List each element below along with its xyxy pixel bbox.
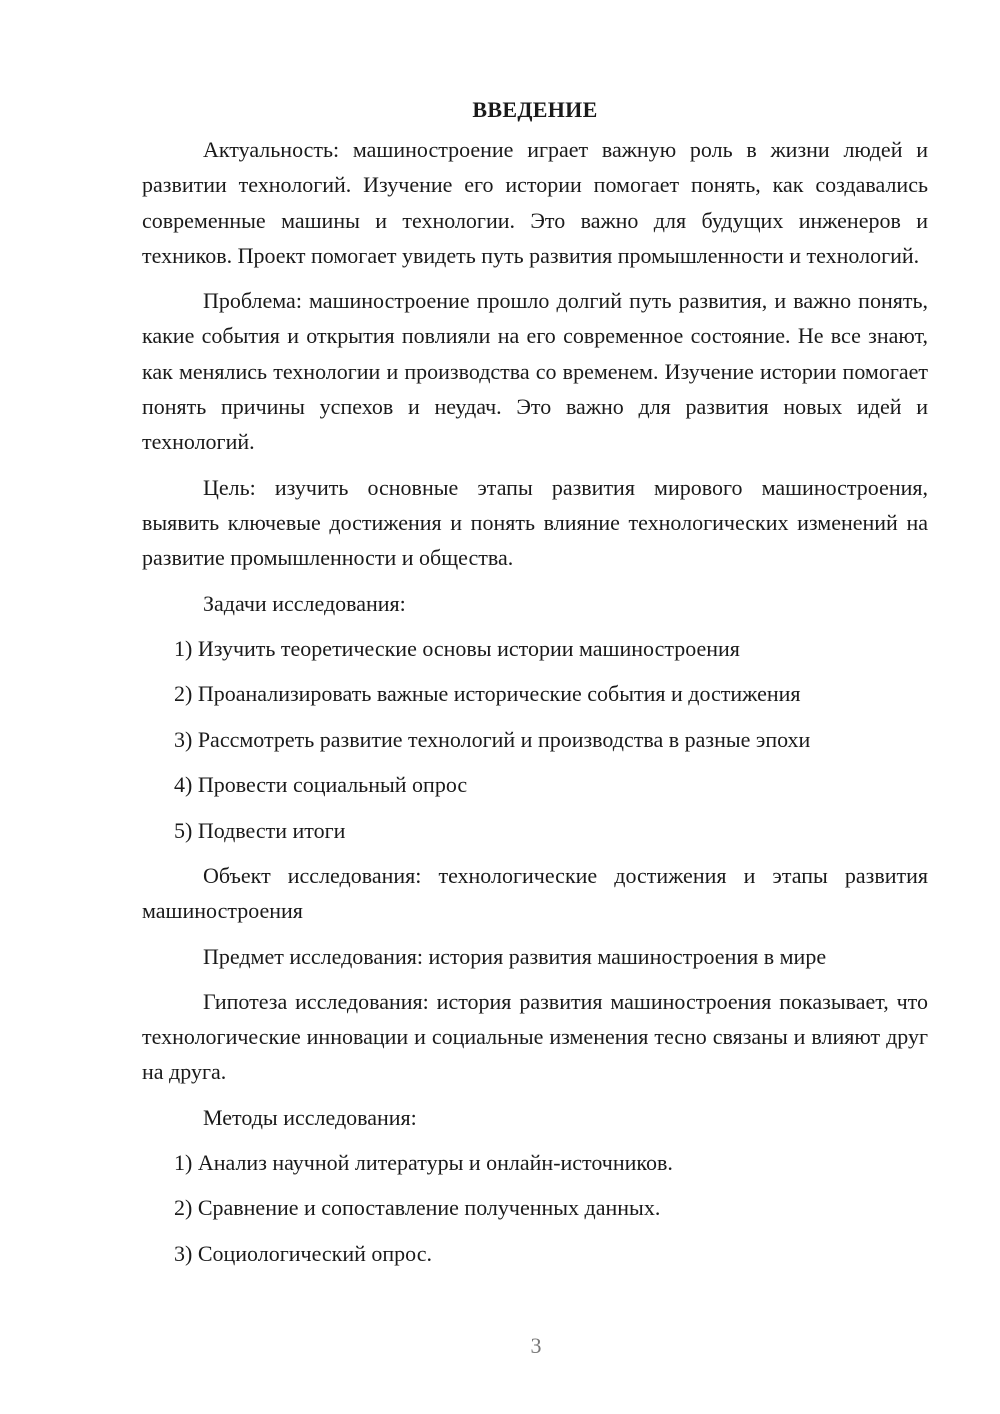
methods-list xyxy=(142,1145,928,1271)
list-item: 5) Подвести итоги xyxy=(174,817,346,843)
list-item: 3) Рассмотреть развитие технологий и производства в разные эпохи xyxy=(174,726,811,752)
list-item: 4) Провести социальный опрос xyxy=(174,772,468,798)
hypothesis-paragraph: Гипотеза исследования: история развития машиностроения показывает, что технологические инновации и социальные изменения тесно связаны и влияют друг на друга. xyxy=(142,988,928,1085)
list-item: 3) Социологический опрос. xyxy=(174,1240,432,1266)
document-page xyxy=(142,92,928,1281)
tasks-list xyxy=(142,631,928,848)
goal-paragraph: Цель: изучить основные этапы развития мирового машиностроения, выявить ключевые достижения и понять влияние технологических изменений на развитие промышленности и общества. xyxy=(142,474,928,571)
tasks-heading: Задачи исследования: xyxy=(203,590,406,616)
object-paragraph: Объект исследования: технологические достижения и этапы развития машиностроения xyxy=(142,863,928,924)
list-item: 2) Сравнение и сопоставление полученных данных. xyxy=(174,1195,661,1221)
relevance-paragraph: Актуальность: машиностроение играет важную роль в жизни людей и развитии технологий. Изучение его истории помогает понять, как создавались современные машины и технологии. Это важно для будущих инженеров и техников. Проект помогает увидеть путь развития промышленности и технологий. xyxy=(142,137,928,268)
section-title: ВВЕДЕНИЕ xyxy=(472,97,598,122)
list-item: 1) Анализ научной литературы и онлайн-источников. xyxy=(174,1149,673,1175)
list-item: 2) Проанализировать важные исторические события и достижения xyxy=(174,681,801,707)
methods-heading: Методы исследования: xyxy=(203,1104,417,1130)
subject-paragraph: Предмет исследования: история развития машиностроения в мире xyxy=(203,943,827,969)
problem-paragraph: Проблема: машиностроение прошло долгий путь развития, и важно понять, какие события и открытия повлияли на его современное состояние. Не все знают, как менялись технологии и производства со временем. Изучение истории помогает понять причины успехов и неудач. Это важно для развития новых идей и технологий. xyxy=(142,288,928,455)
list-item: 1) Изучить теоретические основы истории машиностроения xyxy=(174,635,740,661)
page-number: 3 xyxy=(530,1333,542,1358)
